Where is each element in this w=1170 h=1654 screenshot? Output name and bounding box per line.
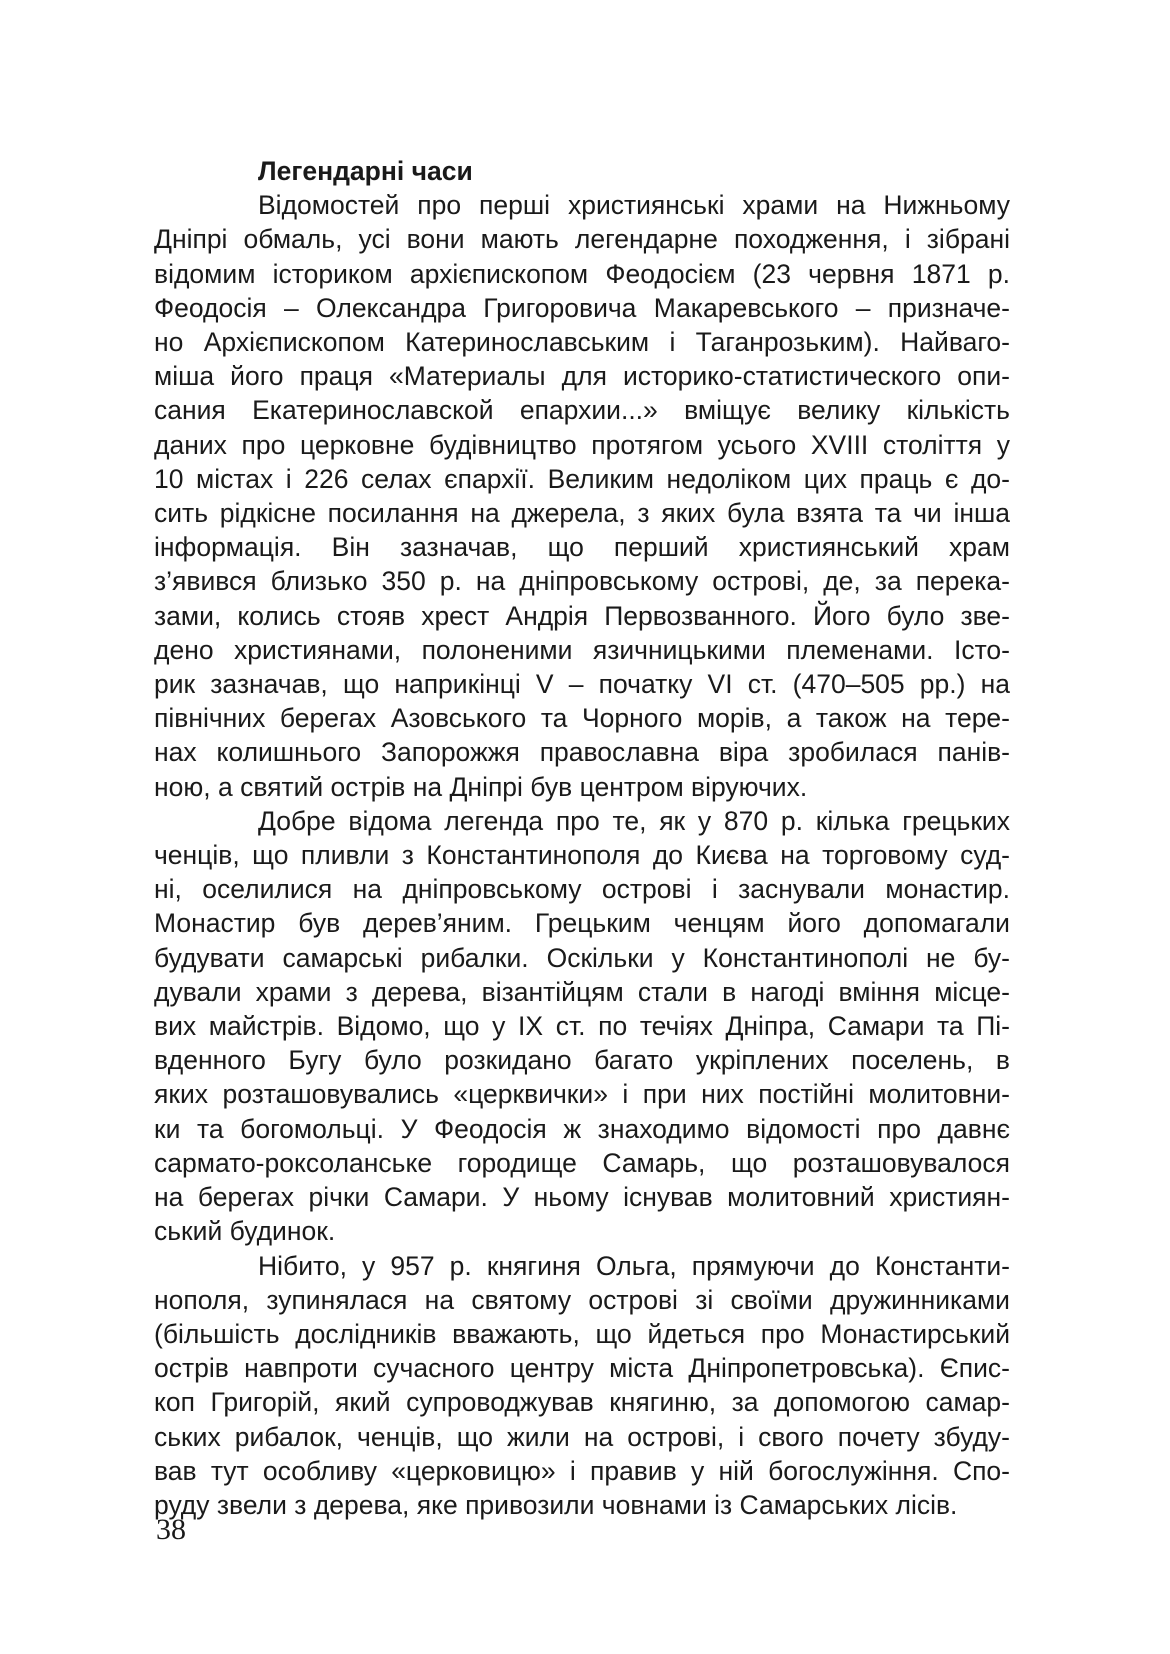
text-line: сания Екатеринославской епархии...» вміщує велику кількість [154,395,1010,426]
text-line: зами, колись стояв хрест Андрія Первозванного. Його було зве- [154,600,1010,631]
text-line: 10 містах і 226 селах єпархії. Великим недоліком цих праць є до- [154,463,1010,494]
text-line: руду звели з дерева, яке привозили човнами із Самарських лісів. [154,1489,958,1520]
section-heading: Легендарні часи [258,156,473,186]
text-line: рик зазначав, що наприкінці V – початку VI ст. (470–505 рр.) на [154,669,1010,700]
paragraph [154,1249,1010,1523]
paragraph [154,188,1010,804]
page-number: 38 [156,1513,186,1546]
text-line: дували храми з дерева, візантійцям стали в нагоді вміння місце- [154,976,1010,1007]
text-line: острів навпроти сучасного центру міста Дніпропетровська). Єпис- [154,1353,1010,1384]
text-line: (більшість дослідників вважають, що йдеться про Монастирський [154,1318,1010,1349]
text-line: ський будинок. [154,1216,336,1247]
text-line: дено християнами, полоненими язичницькими племенами. Істо- [154,634,1010,665]
text-line: но Архієпископом Катеринославським і Таганрозьким). Найваго- [154,327,1010,358]
text-line: інформація. Він зазначав, що перший християнський храм [154,532,1010,563]
text-line: Відомостей про перші християнські храми на Нижньому [258,190,1010,221]
text-line: відомим істориком архієпископом Феодосієм (23 червня 1871 р. [154,258,1010,289]
text-line: будувати самарські рибалки. Оскільки у Константинополі не бу- [154,942,1010,973]
text-line: Монастир був дерев’яним. Грецьким ченцям його допомагали [154,908,1010,939]
text-line: на берегах річки Самари. У ньому існував молитовний християн- [154,1182,1010,1213]
text-line: ною, а святий острів на Дніпрі був центром віруючих. [154,771,808,802]
text-line: Дніпрі обмаль, усі вони мають легендарне походження, і зібрані [154,224,1010,255]
text-line: ських рибалок, ченців, що жили на острові, і свого почету збуду- [154,1421,1010,1452]
text-block [154,154,1010,1522]
text-line: міша його праця «Материалы для историко-статистического опи- [154,361,1010,392]
paragraph [154,804,1010,1249]
text-line: Добре відома легенда про те, як у 870 р. кілька грецьких [258,805,1010,836]
text-line: вденного Бугу було розкидано багато укріплених поселень, в [154,1045,1010,1076]
text-line: північних берегах Азовського та Чорного морів, а також на тере- [154,703,1010,734]
text-line: Нібито, у 957 р. княгиня Ольга, прямуючи до Константи- [258,1250,1010,1281]
text-line: з’явився близько 350 р. на дніпровському острові, де, за перека- [154,566,1010,597]
text-line: коп Григорій, який супроводжував княгиню, за допомогою самар- [154,1387,1010,1418]
text-line: сить рідкісне посилання на джерела, з яких була взята та чи інша [154,498,1010,529]
text-line: вав тут особливу «церковицю» і правив у ній богослужіння. Спо- [154,1455,1010,1486]
text-line: вих майстрів. Відомо, що у IX ст. по течіях Дніпра, Самари та Пі- [154,1011,1010,1042]
text-line: ченців, що пливли з Константинополя до Києва на торговому суд- [154,840,1010,871]
text-line: нополя, зупинялася на святому острові зі своїми дружинниками [154,1284,1010,1315]
text-line: ні, оселилися на дніпровському острові і заснували монастир. [154,874,1010,905]
text-line: Феодосія – Олександра Григоровича Макаревського – призначе- [154,292,1010,323]
text-line: даних про церковне будівництво протягом усього XVIII століття у [154,429,1010,460]
text-line: сармато-роксоланське городище Самарь, що розташовувалося [154,1147,1010,1178]
text-line: ки та богомольці. У Феодосія ж знаходимо відомості про давнє [154,1113,1010,1144]
text-line: нах колишнього Запорожжя православна віра зробилася панів- [154,737,1010,768]
paragraphs [154,188,1010,1522]
text-line: яких розташовувались «церквички» і при них постійні молитовни- [154,1079,1010,1110]
